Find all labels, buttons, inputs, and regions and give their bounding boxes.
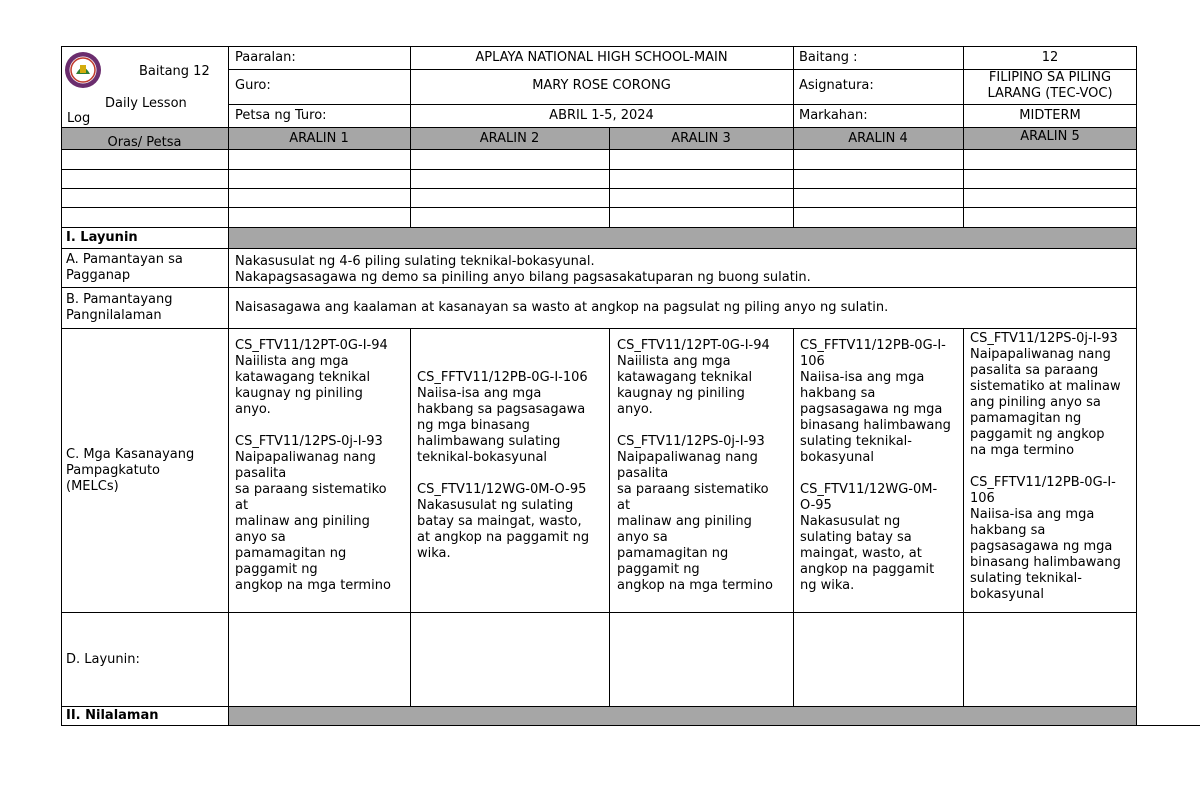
empty-row — [61, 188, 1137, 189]
performance-text: Nakasusulat ng 4-6 piling sulating teknikal-bokasyunal. Nakapagsasagawa ng demo sa piniling anyo bilang pagsasakatuparan ng buong sulatin. — [235, 254, 811, 285]
objectives-label: D. Layunin: — [66, 652, 140, 667]
col-aralin-1: ARALIN 1 — [289, 131, 349, 146]
dll-label-line2: Log — [67, 111, 91, 126]
grade-field-label: Baitang : — [799, 50, 858, 65]
objectives-title: I. Layunin — [66, 230, 138, 245]
melc-cell-3: CS_FTV11/12PT-0G-I-94 Naiilista ang mga katawagang teknikal kaugnay ng piniling anyo. CS_FTV11/12PS-0j-I-93 Naipapaliwanag nang pasalita sa paraang sistematiko at malinaw ang piniling anyo sa pamamagitan ng paggamit ng angkop na mga termino — [617, 338, 773, 593]
school-label: Paaralan: — [235, 50, 296, 65]
col-aralin-5: ARALIN 5 — [1020, 129, 1080, 144]
grade-value: 12 — [1041, 50, 1059, 65]
content-band — [229, 707, 1136, 725]
quarter-value: MIDTERM — [1019, 108, 1081, 123]
content-std-text: Naisasagawa ang kaalaman at kasanayan sa wasto at angkop na pagsulat ng piling anyo ng sulatin. — [235, 300, 889, 315]
empty-row — [61, 169, 1137, 170]
school-value: APLAYA NATIONAL HIGH SCHOOL-MAIN — [475, 50, 728, 65]
col-aralin-3: ARALIN 3 — [671, 131, 731, 146]
subject-value: FILIPINO SA PILING LARANG (TEC-VOC) — [987, 70, 1113, 101]
melc-cell-1: CS_FTV11/12PT-0G-I-94 Naiilista ang mga katawagang teknikal kaugnay ng piniling anyo. CS_FTV11/12PS-0j-I-93 Naipapaliwanag nang pasalita sa paraang sistematiko at malinaw ang piniling anyo sa pamamagitan ng paggamit ng angkop na mga termino — [235, 338, 391, 593]
col-aralin-2: ARALIN 2 — [479, 131, 540, 146]
col-aralin-4: ARALIN 4 — [848, 131, 908, 146]
date-label: Petsa ng Turo: — [235, 108, 327, 123]
performance-label: A. Pamantayan sa Pagganap — [66, 252, 183, 283]
school-seal-icon — [64, 51, 102, 89]
melc-cell-5: CS_FTV11/12PS-0j-I-93 Naipapaliwanag nang pasalita sa paraang sistematiko at malinaw ang piniling anyo sa pamamagitan ng paggamit ng angkop na mga termino CS_FFTV11/12PB-0G-I- 106 Naiisa-isa ang mga hakbang sa pagsasagawa ng mga binasang halimbawang sulating teknikal- bokasyunal — [970, 331, 1121, 602]
content-std-label: B. Pamantayang Pangnilalaman — [66, 292, 173, 323]
teacher-label: Guro: — [235, 78, 271, 93]
objectives-band — [229, 228, 1136, 248]
melc-label: C. Mga Kasanayang Pampagkatuto (MELCs) — [66, 447, 195, 494]
teacher-value: MARY ROSE CORONG — [532, 78, 671, 93]
quarter-label: Markahan: — [799, 108, 868, 123]
melc-cell-2: CS_FFTV11/12PB-0G-I-106 Naiisa-isa ang mga hakbang sa pagsasagawa ng mga binasang halimbawang sulating teknikal-bokasyunal CS_FTV11/12WG-0M-O-95 Nakasusulat ng sulating batay sa maingat, wasto, at angkop na paggamit ng wika. — [417, 370, 590, 561]
col-time-date: Oras/ Petsa — [107, 135, 182, 150]
page-edge-line — [1137, 725, 1200, 726]
subject-label: Asignatura: — [799, 78, 874, 93]
date-value: ABRIL 1-5, 2024 — [549, 108, 654, 123]
dll-label-line1: Daily Lesson — [105, 96, 187, 111]
content-title: II. Nilalaman — [66, 708, 159, 723]
grade-label: Baitang 12 — [139, 64, 210, 79]
empty-row — [61, 207, 1137, 208]
melc-cell-4: CS_FFTV11/12PB-0G-I- 106 Naiisa-isa ang mga hakbang sa pagsasagawa ng mga binasang halimbawang sulating teknikal- bokasyunal CS_FTV11/12WG-0M- O-95 Nakasusulat ng sulating batay sa maingat, wasto, at angkop na paggamit ng wika. — [800, 338, 951, 593]
